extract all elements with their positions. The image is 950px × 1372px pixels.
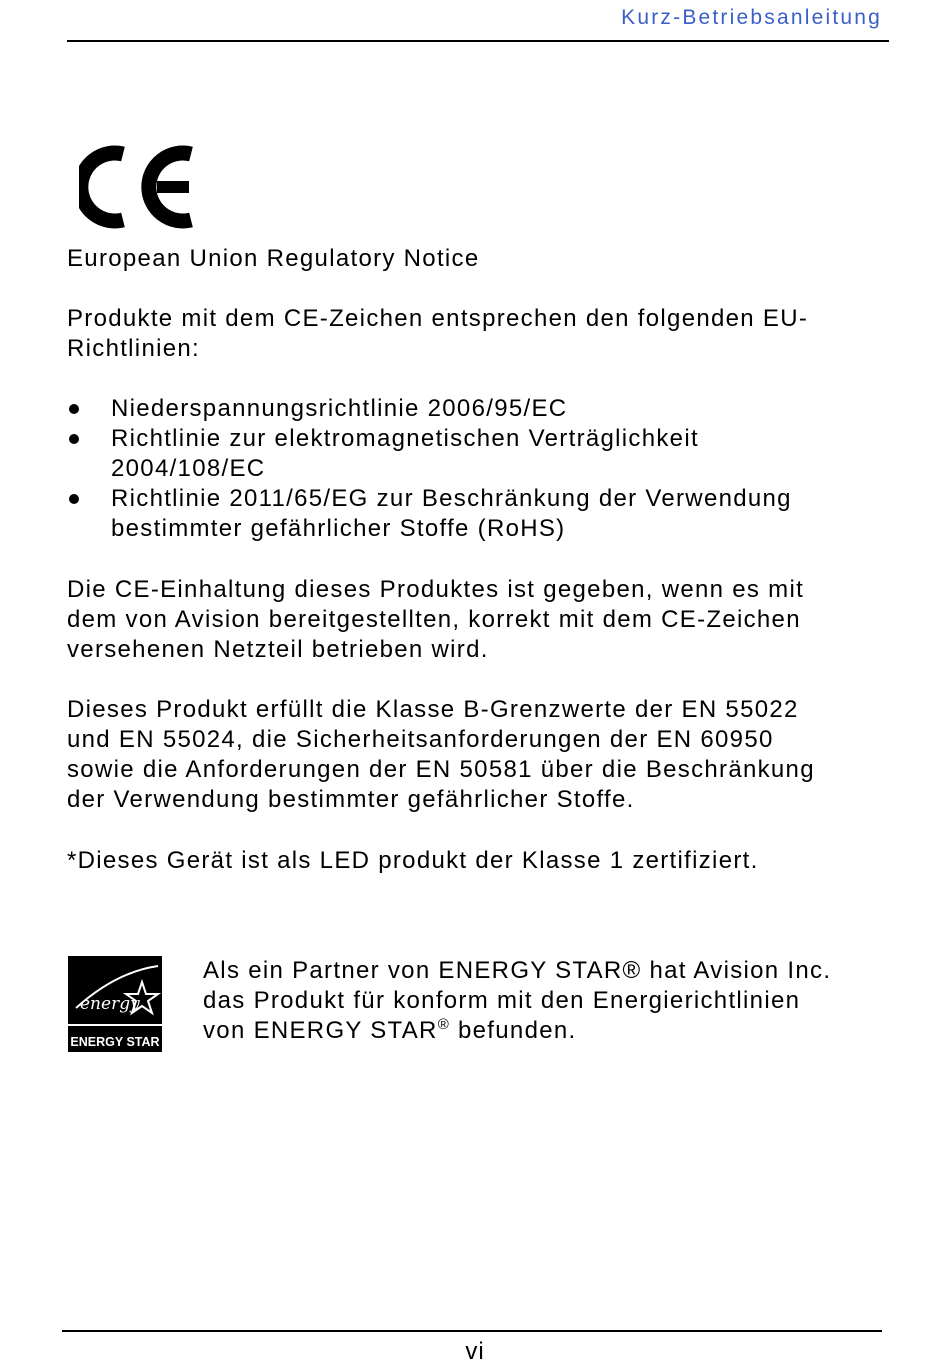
led-note: *Dieses Gerät ist als LED produkt der Klasse 1 zertifiziert.: [67, 847, 759, 874]
ce-compliance-paragraph: [67, 575, 887, 665]
paragraph-line: versehenen Netzteil betrieben wird.: [67, 636, 489, 663]
intro-line: Produkte mit dem CE-Zeichen entsprechen den folgenden EU-: [67, 305, 809, 332]
energy-star-name: von ENERGY STAR: [203, 1017, 438, 1044]
registered-mark: ®: [437, 1016, 451, 1033]
ce-mark-icon: [79, 143, 201, 231]
paragraph-line-end: befunden.: [450, 1017, 577, 1044]
energy-star-paragraph: [203, 956, 893, 1046]
bullet-icon: [69, 434, 79, 444]
running-header-title: Kurz-Betriebsanleitung: [621, 6, 882, 29]
footer-divider: [62, 1330, 882, 1332]
svg-text:ENERGY STAR: ENERGY STAR: [70, 1035, 160, 1049]
directive-text: Richtlinie 2011/65/EG zur Beschränkung der Verwendung: [111, 485, 792, 512]
paragraph-line: Die CE-Einhaltung dieses Produktes ist gegeben, wenn es mit: [67, 576, 805, 603]
intro-line: Richtlinien:: [67, 335, 200, 362]
directive-text: Niederspannungsrichtlinie 2006/95/EC: [111, 395, 568, 422]
list-item: [67, 484, 887, 544]
paragraph-line: dem von Avision bereitgestellten, korrekt mit dem CE-Zeichen: [67, 606, 801, 633]
directive-text: bestimmter gefährlicher Stoffe (RoHS): [111, 515, 566, 542]
paragraph-line: und EN 55024, die Sicherheitsanforderungen der EN 60950: [67, 726, 774, 753]
energy-star-logo-icon: [68, 956, 162, 1052]
paragraph-line: sowie die Anforderungen der EN 50581 über die Beschränkung: [67, 756, 815, 783]
directive-text: 2004/108/EC: [111, 455, 266, 482]
bullet-icon: [69, 494, 79, 504]
paragraph-line: das Produkt für konform mit den Energierichtlinien: [203, 987, 801, 1014]
list-item: [67, 424, 887, 484]
list-item: [67, 394, 887, 424]
paragraph-line: Dieses Produkt erfüllt die Klasse B-Grenzwerte der EN 55022: [67, 696, 799, 723]
class-b-paragraph: [67, 695, 887, 815]
paragraph-line: der Verwendung bestimmter gefährlicher Stoffe.: [67, 786, 635, 813]
notice-heading: European Union Regulatory Notice: [67, 245, 480, 272]
page-number: vi: [465, 1338, 485, 1365]
paragraph-line: Als ein Partner von ENERGY STAR® hat Avision Inc.: [203, 957, 832, 984]
svg-text:energy: energy: [80, 994, 140, 1014]
header-divider: [67, 40, 889, 42]
directive-list: [67, 394, 887, 544]
intro-paragraph: [67, 304, 887, 364]
directive-text: Richtlinie zur elektromagnetischen Verträglichkeit: [111, 425, 699, 452]
paragraph-line: [203, 1016, 893, 1046]
bullet-icon: [69, 404, 79, 414]
